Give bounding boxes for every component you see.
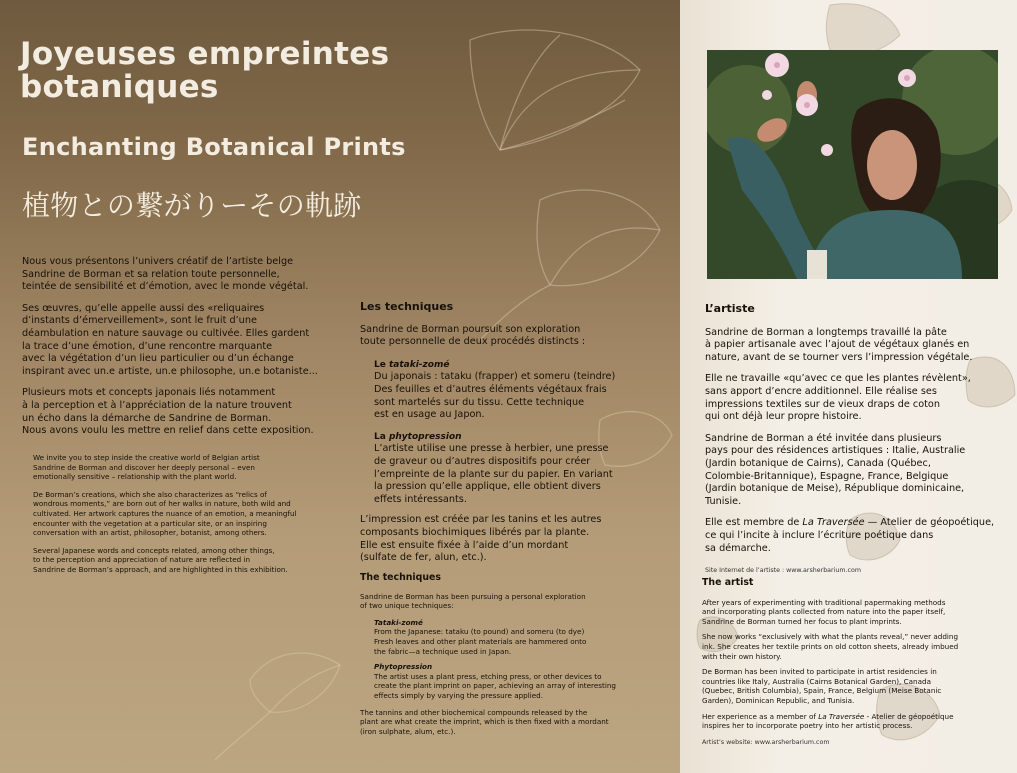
technique-en-tataki-title: Tataki-zomé xyxy=(374,617,423,627)
technique-en-tataki: Tataki-zomé From the Japanese: tataku (to pound) and someru (to dye) Fresh leaves and other plant materials are hammered onto the fabric—a technique used in Japan. Phytopression The artist uses a plant press, etching press, or other devices to create the plant imprint on paper, achieving an array of interesting effects simply by varying the pressure applied. xyxy=(374,617,616,700)
photo-artist-with-flowers xyxy=(707,50,998,279)
intro-fr-para-2: Ses œuvres, qu’elle appelle aussi des «reliquaires d’instants d’émerveillement», sont le fruit d’une déambulation en nature sauvage ou cultivée. Elles gardent la trace d’une émotion, d’une rencontre marquante avec la végétation d’un lieu particulier ou d’un échange inspirant avec un.e artiste, un.e philosophe, un.e botaniste... xyxy=(22,302,318,377)
artist-en-para-2: She now works “exclusively with what the plants reveal,” never adding ink. She creates her textile prints on old cotton sheets, already imbued with their own history. xyxy=(702,632,959,661)
intro-fr-para-1: Nous vous présentons l’univers créatif de l’artiste belge Sandrine de Borman et sa relation toute personnelle, teintée de sensibilité et d’émotion, avec le monde végétal. xyxy=(22,256,309,293)
techniques-en-heading: The techniques xyxy=(360,572,441,583)
title-japanese: 植物との繋がりーその軌跡 xyxy=(22,189,362,222)
title-french: Joyeuses empreintes botaniques xyxy=(20,36,390,105)
artist-english xyxy=(702,578,958,747)
techniques-en-intro: Sandrine de Borman has been pursuing a personal exploration of two unique techniques: xyxy=(360,591,586,611)
intro-french xyxy=(22,256,318,438)
technique-fr-phyto-title: La phytopression xyxy=(374,431,462,442)
techniques-english xyxy=(360,573,616,736)
artist-fr-website: Site Internet de l’artiste : www.arsherbarium.com xyxy=(705,567,861,575)
artist-fr-member: Elle est membre de La Traversée — Atelier de géopoétique, ce qui l’incite à inclure l’écriture poétique dans sa démarche. xyxy=(705,517,995,554)
artist-en-member: Her experience as a member of La Traversée - Atelier de géopoétique inspires her to incorporate poetry into her artistic process. xyxy=(702,711,954,731)
artist-french xyxy=(705,303,994,578)
techniques-fr-intro: Sandrine de Borman poursuit son exploration toute personnelle de deux procédés distincts : xyxy=(360,323,586,348)
techniques-fr-heading: Les techniques xyxy=(360,300,454,313)
techniques-fr-closing: L’impression est créée par les tanins et les autres composants biochimiques libérés par la plante. Elle est ensuite fixée à l’aide d’un mordant (sulfate de fer, alun, etc.). xyxy=(360,514,602,564)
technique-en-phyto-title: Phytopression xyxy=(374,662,433,672)
intro-en-para-3: Several Japanese words and concepts related, among other things, to the perception and appreciation of nature are reflected in Sandrine de Borman’s approach, and are highlighted in this exhibition. xyxy=(33,545,288,574)
artist-en-website: Artist’s website: www.arsherbarium.com xyxy=(702,738,830,746)
artist-en-heading: The artist xyxy=(702,577,754,588)
intro-english xyxy=(33,453,297,575)
artist-fr-para-3: Sandrine de Borman a été invitée dans plusieurs pays pour des résidences artistiques : Italie, Australie (Jardin botanique de Cairns), Canada (Québec, Colombie-Britannique), Espagne, France, Belgique (Jardin botanique de Meise), République dominicaine, Tunisie. xyxy=(705,432,966,507)
artist-fr-para-1: Sandrine de Borman a longtemps travaillé la pâte à papier artisanale avec l’ajout de végétaux glanés en nature, avant de se tourner vers l’impression végétale. xyxy=(705,326,973,363)
artist-photo xyxy=(707,50,998,279)
intro-en-para-2: De Borman’s creations, which she also characterizes as “relics of wondrous moments,” are born out of her walks in nature, both wild and cultivated. Her artwork captures the nuance of an emotion, a meaningful encounter with the vegetation at a particular site, or an inspiring conversation with an artist, philosopher, botanist, among others. xyxy=(33,489,297,538)
intro-fr-para-3: Plusieurs mots et concepts japonais liés notamment à la perception et à l’appréciation de la nature trouvent un écho dans la démarche de Sandrine de Borman. Nous avons voulu les mettre en relief dans cette exposition. xyxy=(22,387,314,437)
intro-en-para-1: We invite you to step inside the creative world of Belgian artist Sandrine de Borman and discover her deeply personal – even emotionally sensitive – relationship with the plant world. xyxy=(33,453,260,482)
technique-fr-tataki-title: Le tataki-zomé xyxy=(374,359,450,370)
technique-fr-tataki: Le tataki-zomé Du japonais : tataku (frapper) et someru (teindre) Des feuilles et d’autres éléments végétaux frais sont martelés sur du tissu. Cette technique est en usage au Japon. La phytopression L’artiste utilise une presse à herbier, une presse de graveur ou d’autres dispositifs pour créer l’empreinte de la plante sur du papier. En variant la pression qu’elle applique, elle obtient divers effets intéressants. xyxy=(374,359,616,505)
techniques-en-closing: The tannins and other biochemical compounds released by the plant are what create the imprint, which is then fixed with a mordant (iron sulphate, alum, etc.). xyxy=(360,707,609,736)
artist-en-para-3: De Borman has been invited to participate in artist residencies in countries like Italy, Australia (Cairns Botanical Garden), Canada (Quebec, British Columbia), Spain, France, Belgium (Meise Botanic Garden), Dominican Republic, and Tunisia. xyxy=(702,667,942,705)
artist-fr-heading: L’artiste xyxy=(705,302,755,315)
title-english: Enchanting Botanical Prints xyxy=(22,133,406,161)
techniques-french xyxy=(360,301,615,565)
artist-fr-para-2: Elle ne travaille «qu’avec ce que les plantes révèlent», sans apport d’encre additionnel. Elle réalise ses impressions textiles sur de vieux draps de coton qui ont déjà leur propre histoire. xyxy=(705,373,971,423)
artist-en-para-1: After years of experimenting with traditional papermaking methods and incorporating plants collected from nature into the paper itself, Sandrine de Borman turned her focus to plant imprints. xyxy=(702,597,946,626)
